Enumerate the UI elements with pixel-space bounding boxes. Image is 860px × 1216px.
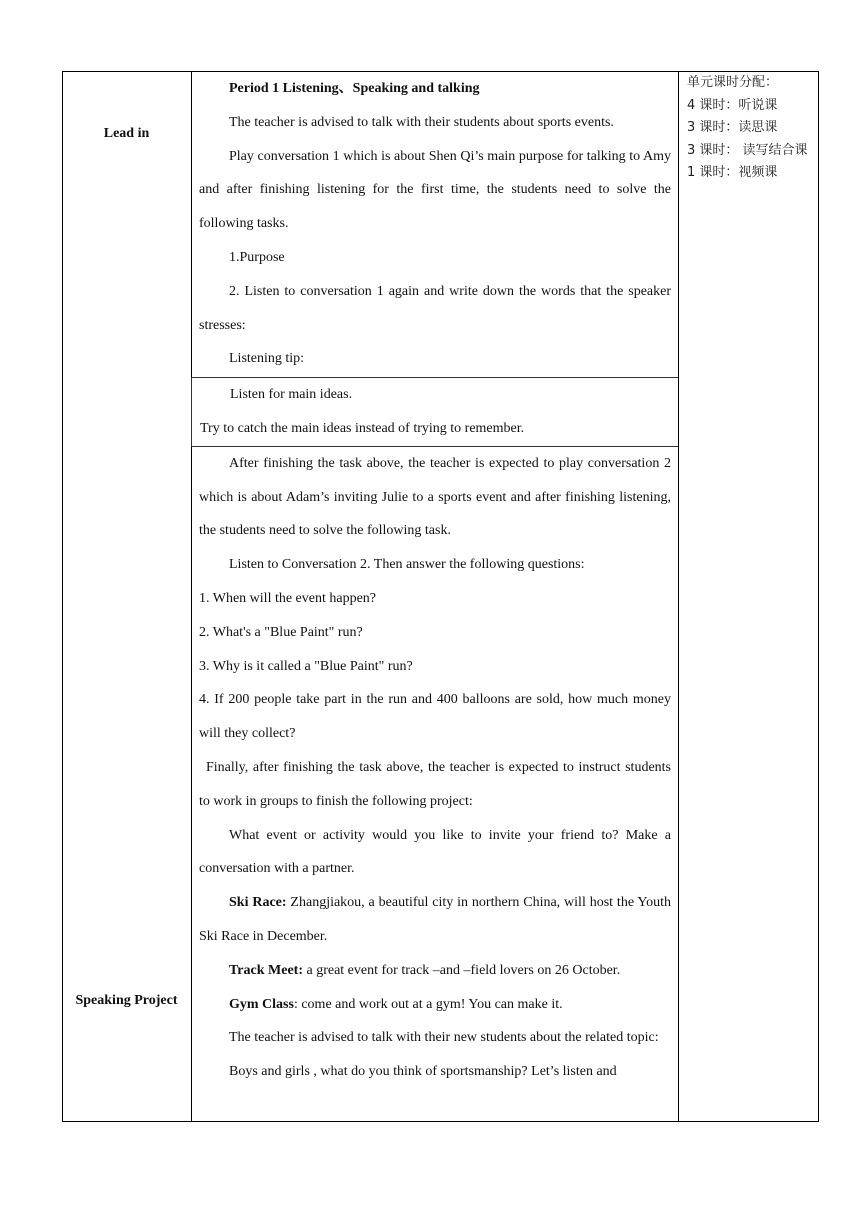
- listening-tip-box: [191, 377, 678, 447]
- question-2: 2. What's a "Blue Paint" run?: [199, 624, 363, 640]
- period-title: Period 1 Listening、Speaking and talking: [229, 81, 480, 96]
- table-bottom-border: [62, 1121, 819, 1122]
- tip-line-catch: Try to catch the main ideas instead of trying to remember.: [200, 420, 525, 436]
- lesson-content: [199, 72, 671, 1089]
- question-4: 4. If 200 people take part in the run and 400 balloons are sold, how much money will they collect?: [199, 692, 671, 742]
- ski-race-label: Ski Race:: [229, 895, 287, 911]
- task-listen-again: 2. Listen to conversation 1 again and write down the words that the speaker stresses:: [199, 283, 671, 333]
- track-meet-text: a great event for track –and –field lovers on 26 October.: [302, 962, 621, 978]
- table-left-border: [62, 71, 63, 1122]
- project-ski-race: [199, 886, 671, 954]
- schedule-line-2: 3 课时：读思课: [687, 120, 778, 135]
- project-gym-class: [199, 988, 671, 1022]
- paragraph-answer-questions: Listen to Conversation 2. Then answer the following questions:: [229, 557, 585, 573]
- schedule-line-1: 4 课时：听说课: [687, 97, 778, 113]
- schedule-note: [687, 72, 812, 185]
- project-track-meet: [199, 954, 671, 988]
- paragraph-project-prompt: What event or activity would you like to invite your friend to? Make a conversation with a partner.: [199, 827, 671, 877]
- track-meet-label: Track Meet:: [229, 962, 303, 978]
- row-label-lead-in: Lead in: [103, 126, 150, 141]
- tip-line-main-ideas: Listen for main ideas.: [230, 387, 353, 403]
- task-purpose: 1.Purpose: [229, 249, 285, 265]
- table-right-border: [818, 71, 819, 1122]
- paragraph-finally: Finally, after finishing the task above, the teacher is expected to instruct students to work in groups to finish the following project:: [199, 759, 671, 809]
- paragraph-sportsmanship: Boys and girls , what do you think of sportsmanship? Let’s listen and: [229, 1064, 617, 1080]
- paragraph-related-topic: The teacher is advised to talk with their new students about the related topic:: [229, 1030, 659, 1046]
- question-3: 3. Why is it called a "Blue Paint" run?: [199, 658, 413, 674]
- schedule-note-title: 单元课时分配：: [687, 75, 779, 90]
- gym-class-label: Gym Class: [229, 996, 294, 1012]
- paragraph-conversation-2: After finishing the task above, the teacher is expected to play conversation 2 which is about Adam’s inviting Julie to a sports event and after finishing listening, the students need to solve the following task.: [199, 455, 671, 539]
- paragraph-intro: The teacher is advised to talk with their students about sports events.: [229, 114, 614, 130]
- question-1: 1. When will the event happen?: [199, 590, 377, 606]
- schedule-line-4: 1 课时：视频课: [687, 165, 778, 180]
- paragraph-conversation-1: Play conversation 1 which is about Shen Qi’s main purpose for talking to Amy and after finishing listening for the first time, the students need to solve the following tasks.: [199, 148, 671, 232]
- schedule-line-3: 3 课时： 读写结合课: [687, 142, 808, 158]
- row-label-speaking-project: Speaking Project: [75, 993, 178, 1008]
- table-column-divider-1: [191, 71, 192, 1122]
- gym-class-text: : come and work out at a gym! You can make it.: [293, 996, 563, 1012]
- table-column-divider-2: [678, 71, 679, 1122]
- listening-tip-label: Listening tip:: [229, 351, 305, 367]
- ski-race-text: Zhangjiakou, a beautiful city in northern China, will host the Youth Ski Race in December.: [199, 895, 671, 944]
